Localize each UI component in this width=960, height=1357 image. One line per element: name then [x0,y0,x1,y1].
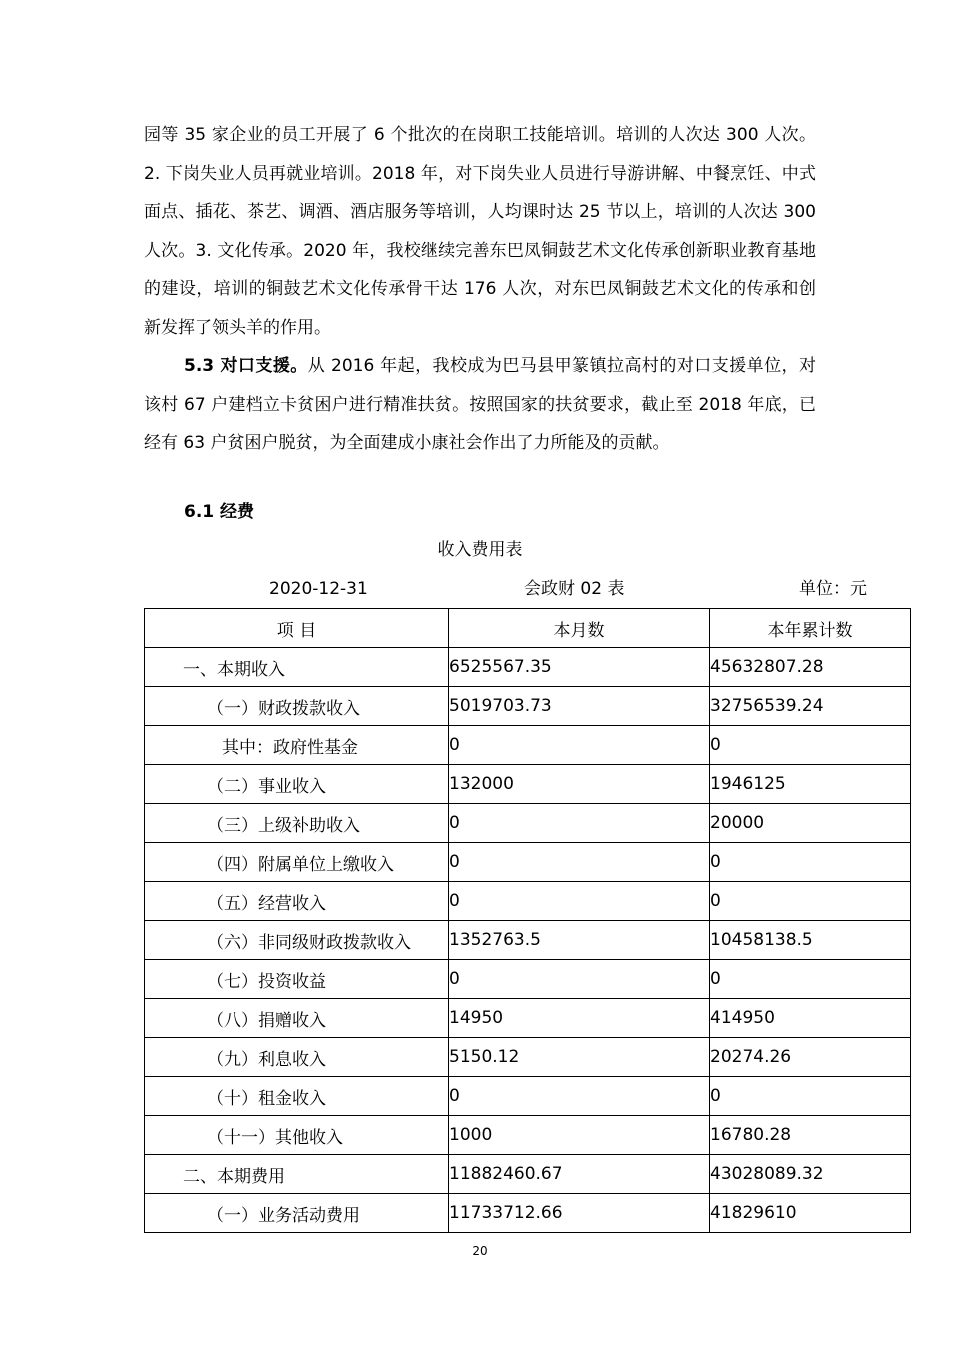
table-row [145,1155,911,1194]
table-form-code: 会政财 02 表 [524,579,625,599]
table-row [145,882,911,921]
row-month: 0 [449,843,710,882]
table-date: 2020-12-31 [269,579,368,599]
row-year: 0 [710,1077,911,1116]
table-row [145,999,911,1038]
row-item: （八）捐赠收入 [145,999,449,1038]
row-month: 1352763.5 [449,921,710,960]
table-row [145,1038,911,1077]
row-year: 20274.26 [710,1038,911,1077]
table-row [145,726,911,765]
row-month: 6525567.35 [449,648,710,687]
row-month: 5150.12 [449,1038,710,1077]
row-year: 10458138.5 [710,921,911,960]
table-row [145,687,911,726]
row-item: （五）经营收入 [145,882,449,921]
row-item: 一、本期收入 [145,648,449,687]
row-month: 11882460.67 [449,1155,710,1194]
paragraph-support [144,347,816,463]
table-header-row [145,609,911,648]
row-item: 二、本期费用 [145,1155,449,1194]
row-item: 其中：政府性基金 [145,726,449,765]
row-year: 16780.28 [710,1116,911,1155]
row-month: 14950 [449,999,710,1038]
row-item: （一）业务活动费用 [145,1194,449,1233]
row-item: （一）财政拨款收入 [145,687,449,726]
row-year: 43028089.32 [710,1155,911,1194]
row-month: 0 [449,960,710,999]
table-row [145,1116,911,1155]
row-month: 5019703.73 [449,687,710,726]
row-item: （十一）其他收入 [145,1116,449,1155]
table-meta-row [144,574,910,604]
row-year: 32756539.24 [710,687,911,726]
row-month: 0 [449,804,710,843]
row-item: （七）投资收益 [145,960,449,999]
row-year: 414950 [710,999,911,1038]
table-row [145,843,911,882]
row-item: （三）上级补助收入 [145,804,449,843]
row-month: 0 [449,726,710,765]
row-item: （六）非同级财政拨款收入 [145,921,449,960]
row-year: 41829610 [710,1194,911,1233]
paragraph-support-body: 从 2016 年起，我校成为巴马县甲篆镇拉高村的对口支援单位，对该村 67 户建档立卡贫困户进行精准扶贫。按照国家的扶贫要求，截止至 2018 年底，已经有 63 户贫困户脱贫，为全面建成小康社会作出了力所能及的贡献。 [144,356,816,453]
table-row [145,804,911,843]
section-heading-funding: 6.1 经费 [184,502,255,522]
table-row [145,648,911,687]
table-row [145,1077,911,1116]
row-year: 1946125 [710,765,911,804]
row-month: 11733712.66 [449,1194,710,1233]
table-row [145,1194,911,1233]
row-item: （十）租金收入 [145,1077,449,1116]
row-item: （二）事业收入 [145,765,449,804]
row-month: 0 [449,882,710,921]
row-year: 0 [710,882,911,921]
header-month: 本月数 [449,609,710,648]
table-title: 收入费用表 [437,540,523,560]
row-month: 0 [449,1077,710,1116]
page-number: 20 [472,1244,488,1258]
table-row [145,765,911,804]
paragraph-support-heading: 5.3 对口支援。 [184,356,308,376]
header-item: 项 目 [145,609,449,648]
table-unit: 单位：元 [799,579,867,599]
paragraph-training: 园等 35 家企业的员工开展了 6 个批次的在岗职工技能培训。培训的人次达 300 人次。2. 下岗失业人员再就业培训。2018 年，对下岗失业人员进行导游讲解、中餐烹饪、中式面点、插花、茶艺、调酒、酒店服务等培训，人均课时达 25 节以上，培训的人次达 300 人次。3. 文化传承。2020 年，我校继续完善东巴凤铜鼓艺术文化传承创新职业教育基地的建设，培训的铜鼓艺术文化传承骨干达 176 人次，对东巴凤铜鼓艺术文化的传承和创新发挥了领头羊的作用。 [144,125,816,338]
row-item: （四）附属单位上缴收入 [145,843,449,882]
row-year: 45632807.28 [710,648,911,687]
row-year: 0 [710,960,911,999]
row-month: 132000 [449,765,710,804]
income-expense-table [144,608,911,1233]
table-row [145,921,911,960]
table-row [145,960,911,999]
row-year: 0 [710,843,911,882]
row-month: 1000 [449,1116,710,1155]
row-item: （九）利息收入 [145,1038,449,1077]
header-year: 本年累计数 [710,609,911,648]
row-year: 20000 [710,804,911,843]
row-year: 0 [710,726,911,765]
